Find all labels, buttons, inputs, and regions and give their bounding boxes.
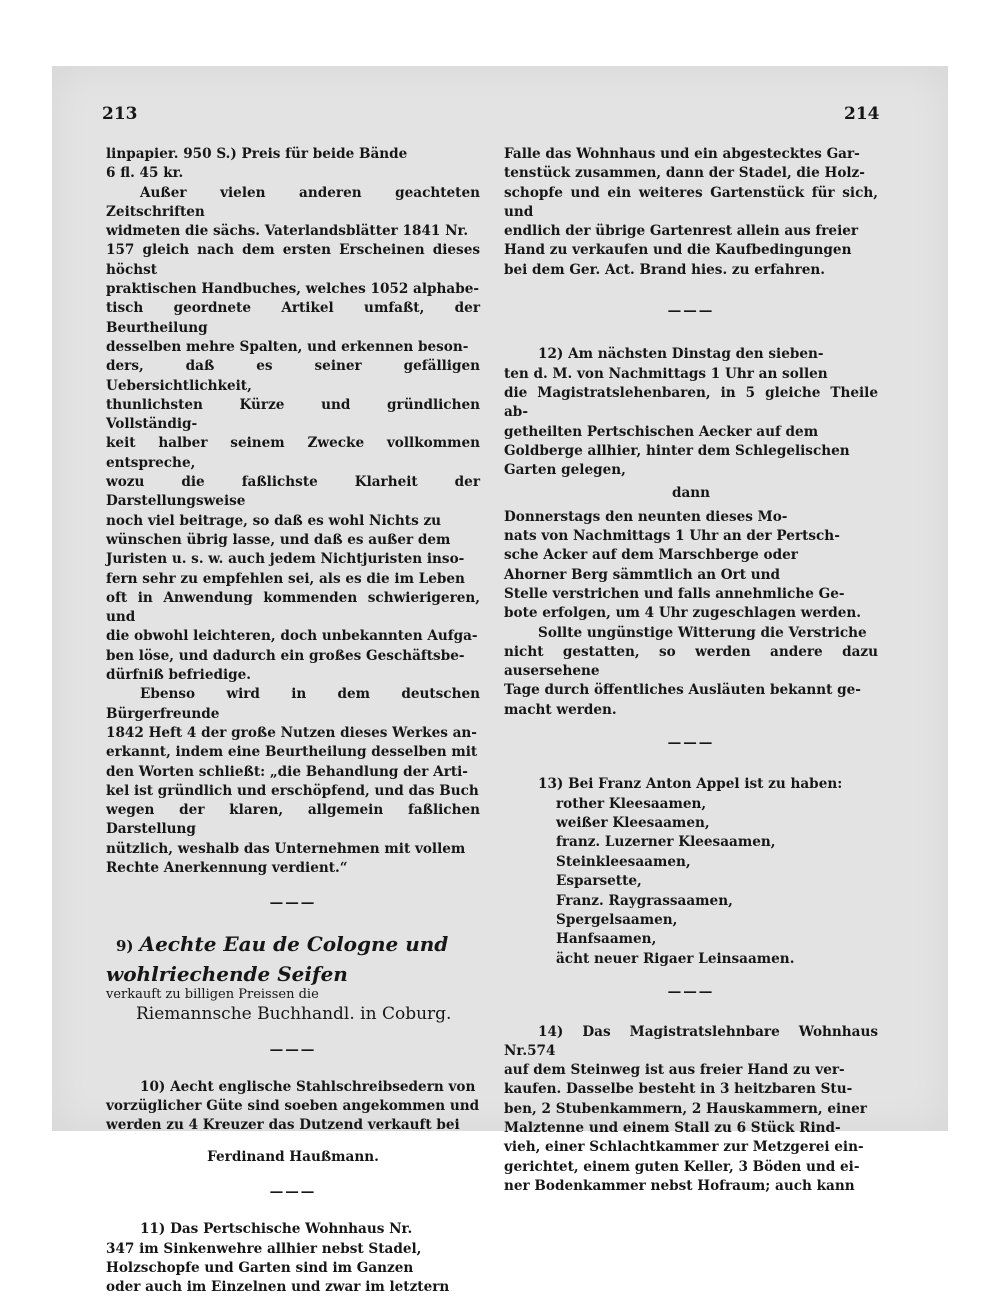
page-number-left: 213 bbox=[102, 104, 138, 124]
text-line: wünschen übrig lasse, und daß es außer dem bbox=[106, 531, 451, 548]
separator: ——— bbox=[269, 1041, 317, 1058]
separator: ——— bbox=[667, 735, 715, 752]
text-line: linpapier. 950 S.) Preis für beide Bände bbox=[106, 146, 408, 162]
text-line: Donnerstags den neunten dieses Mo- bbox=[504, 508, 788, 525]
text-line: Malztenne und einem Stall zu 6 Stück Rind- bbox=[504, 1120, 841, 1137]
text-line: bote erfolgen, um 4 Uhr zugeschlagen werden. bbox=[504, 605, 862, 622]
list-item: Spergelsaamen, bbox=[556, 912, 678, 929]
text-line: kel ist gründlich und erschöpfend, und das Buch bbox=[106, 782, 479, 799]
text-line: sche Acker auf dem Marschberge oder bbox=[504, 547, 798, 564]
text-line: kaufen. Dasselbe besteht in 3 heitzbaren Stu- bbox=[504, 1081, 853, 1098]
text-line: ten d. M. von Nachmittags 1 Uhr an sollen bbox=[504, 365, 828, 382]
separator: ——— bbox=[667, 303, 715, 320]
text-line: 1842 Heft 4 der große Nutzen dieses Werkes an- bbox=[106, 724, 477, 741]
text-line: oft in Anwendung kommenden schwierigeren, und bbox=[106, 589, 480, 626]
text-line: vorzüglicher Güte sind soeben angekommen und bbox=[106, 1098, 480, 1115]
text-line: Rechte Anerkennung verdient.“ bbox=[106, 859, 348, 876]
text-line: Goldberge allhier, hinter dem Schlegelischen bbox=[504, 442, 850, 459]
ad-9-title-line2: wohlriechende Seifen bbox=[106, 961, 348, 986]
list-item: Esparsette, bbox=[556, 873, 642, 890]
text-line: auf dem Steinweg ist aus freier Hand zu ver- bbox=[504, 1062, 845, 1079]
text-line: oder auch im Einzelnen und zwar im letztern bbox=[106, 1279, 450, 1296]
text-line: ders, daß es seiner gefälligen Uebersichtlichkeit, bbox=[106, 358, 480, 394]
list-item: weißer Kleesaamen, bbox=[556, 815, 710, 832]
text-line: 11) Das Pertschische Wohnhaus Nr. bbox=[140, 1221, 413, 1238]
separator: ——— bbox=[667, 984, 715, 1001]
separator: ——— bbox=[269, 1184, 317, 1201]
list-item: Steinkleesaamen, bbox=[556, 853, 691, 870]
text-line: 13) Bei Franz Anton Appel ist zu haben: bbox=[538, 776, 843, 793]
text-line: tisch geordnete Artikel umfaßt, der Beurtheilung bbox=[106, 300, 480, 336]
list-item: rother Kleesaamen, bbox=[556, 795, 707, 812]
text-line: dann bbox=[671, 485, 711, 502]
text-line: die Magistratslehenbaren, in 5 gleiche Theile ab- bbox=[504, 384, 878, 421]
text-line: wozu die faßlichste Klarheit der Darstellungsweise bbox=[106, 474, 480, 510]
text-line: Falle das Wohnhaus und ein abgestecktes Gar- bbox=[504, 146, 860, 162]
text-line: macht werden. bbox=[504, 701, 617, 718]
text-line: tenstück zusammen, dann der Stadel, die Holz- bbox=[504, 165, 865, 182]
text-line: endlich der übrige Gartenrest allein aus freier bbox=[504, 223, 859, 240]
text-line: wegen der klaren, allgemein faßlichen Darstellung bbox=[106, 802, 480, 838]
ad-10-signer: Ferdinand Haußmann. bbox=[207, 1148, 379, 1165]
text-line: fern sehr zu empfehlen sei, als es die im Leben bbox=[106, 570, 465, 587]
seed-list bbox=[556, 795, 878, 970]
text-line: Sollte ungünstige Witterung die Verstriche bbox=[538, 624, 867, 641]
text-line: ben, 2 Stubenkammern, 2 Hauskammern, einer bbox=[504, 1100, 867, 1117]
text-line: widmeten die sächs. Vaterlandsblätter 1841 Nr. bbox=[106, 223, 469, 240]
text-line: die obwohl leichteren, doch unbekannten Aufga- bbox=[106, 628, 478, 645]
ad-9-title-line1: Aechte Eau de Cologne und bbox=[139, 931, 449, 956]
text-line: ben löse, und dadurch ein großes Geschäftsbe- bbox=[106, 647, 465, 664]
list-item: Franz. Raygrassaamen, bbox=[556, 892, 733, 909]
text-line: Garten gelegen, bbox=[504, 462, 626, 479]
text-line: Stelle verstrichen und falls annehmliche Ge- bbox=[504, 585, 845, 602]
text-line: Holzschopfe und Garten sind im Ganzen bbox=[106, 1259, 414, 1276]
text-line: Tage durch öffentliches Ausläuten bekannt ge- bbox=[504, 682, 861, 699]
text-line: Hand zu verkaufen und die Kaufbedingungen bbox=[504, 242, 852, 259]
text-line: dürfniß befriedige. bbox=[106, 667, 252, 684]
list-item: ächt neuer Rigaer Leinsaamen. bbox=[556, 950, 795, 967]
page-number-right: 214 bbox=[844, 104, 880, 124]
text-line: praktischen Handbuches, welches 1052 alphabe- bbox=[106, 281, 480, 298]
text-line: 12) Am nächsten Dinstag den sieben- bbox=[538, 346, 824, 363]
list-item: Hanfsaamen, bbox=[556, 931, 657, 948]
text-line: bei dem Ger. Act. Brand hies. zu erfahren. bbox=[504, 261, 826, 278]
text-line: thunlichsten Kürze und gründlichen Vollständig- bbox=[106, 396, 480, 433]
text-line: nicht gestatten, so werden andere dazu ausersehene bbox=[504, 643, 878, 680]
text-line: desselben mehre Spalten, und erkennen beson- bbox=[106, 338, 469, 355]
ad-9-firm: Riemannsche Buchhandl. in Coburg. bbox=[136, 1003, 452, 1024]
text-line: 6 fl. 45 kr. bbox=[106, 165, 184, 182]
ad-9-number: 9) bbox=[116, 936, 134, 955]
text-line: den Worten schließt: „die Behandlung der Arti- bbox=[106, 763, 468, 780]
text-line: vieh, einer Schlachtkammer zur Metzgerei ein- bbox=[504, 1139, 864, 1156]
separator: ——— bbox=[269, 895, 317, 912]
left-column bbox=[106, 145, 480, 1298]
text-line: 347 im Sinkenwehre allhier nebst Stadel, bbox=[106, 1240, 422, 1257]
right-column bbox=[504, 145, 878, 1196]
text-line: erkannt, indem eine Beurtheilung desselben mit bbox=[106, 744, 478, 761]
ad-9-subtitle: verkauft zu billigen Preissen die bbox=[106, 986, 319, 1002]
text-line: 14) Das Magistratslehnbare Wohnhaus Nr.574 bbox=[504, 1023, 878, 1059]
text-line: Juristen u. s. w. auch jedem Nichtjuristen inso- bbox=[106, 551, 465, 568]
text-line: nützlich, weshalb das Unternehmen mit vollem bbox=[106, 840, 466, 857]
text-line: ner Bodenkammer nebst Hofraum; auch kann bbox=[504, 1177, 855, 1194]
text-line: keit halber seinem Zwecke vollkommen entspreche, bbox=[106, 435, 480, 471]
text-line: gerichtet, einem guten Keller, 3 Böden und ei- bbox=[504, 1158, 860, 1175]
text-line: noch viel beitrage, so daß es wohl Nichts zu bbox=[106, 512, 442, 529]
text-line: werden zu 4 Kreuzer das Dutzend verkauft bei bbox=[106, 1117, 460, 1134]
text-line: schopfe und ein weiteres Gartenstück für sich, und bbox=[504, 184, 878, 220]
text-line: 10) Aecht englische Stahlschreibsedern von bbox=[140, 1078, 476, 1095]
list-item: franz. Luzerner Kleesaamen, bbox=[556, 834, 776, 851]
text-line: nats von Nachmittags 1 Uhr an der Pertsch- bbox=[504, 528, 840, 545]
text-line: getheilten Pertschischen Aecker auf dem bbox=[504, 423, 819, 440]
text-line: Ahorner Berg sämmtlich an Ort und bbox=[504, 566, 781, 583]
text-line: 157 gleich nach dem ersten Erscheinen dieses höchst bbox=[106, 242, 480, 278]
text-line: Außer vielen anderen geachteten Zeitschriften bbox=[106, 184, 480, 220]
text-line: Ebenso wird in dem deutschen Bürgerfreunde bbox=[106, 686, 480, 722]
ad-9-title bbox=[106, 932, 480, 958]
